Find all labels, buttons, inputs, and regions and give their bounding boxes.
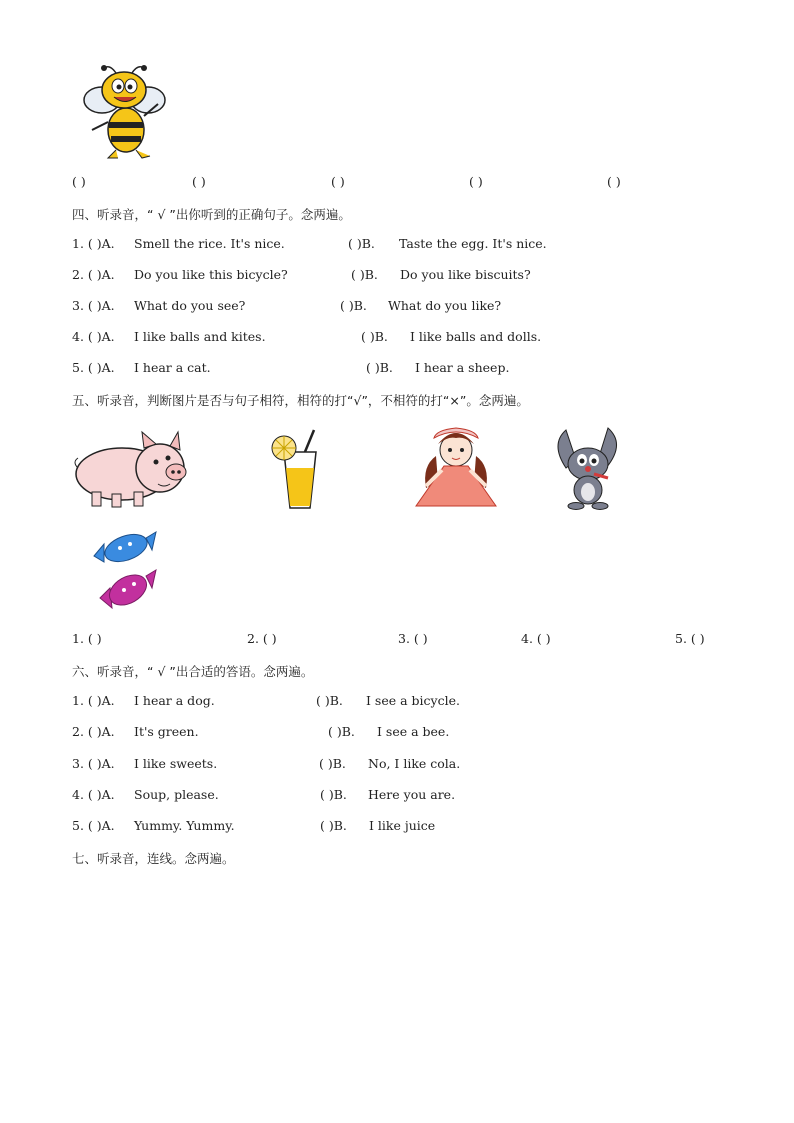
option-a: It's green. [134,724,199,739]
option-b-mark[interactable]: ( )B. [351,267,378,282]
juice-picture [270,428,322,510]
bee-picture [80,64,170,162]
option-b-mark[interactable]: ( )B. [328,724,355,739]
item-number[interactable]: 1. ( )A. [72,236,115,251]
top-answer-2[interactable]: ( ) [192,174,206,189]
section4-heading: 四、听录音，“ √ ”出你听到的正确句子。念两遍。 [72,207,351,222]
item-number[interactable]: 2. ( )A. [72,267,115,282]
sweets-picture [90,528,160,614]
option-b: What do you like? [388,298,502,313]
option-a: Yummy. Yummy. [134,818,235,833]
option-b-mark[interactable]: ( )B. [320,787,347,802]
option-b-mark[interactable]: ( )B. [348,236,375,251]
option-a: I hear a cat. [134,360,211,375]
item-number[interactable]: 1. ( )A. [72,693,115,708]
option-a: What do you see? [134,298,246,313]
section5-answer-1[interactable]: 1. ( ) [72,631,102,646]
option-b: I like balls and dolls. [410,329,542,344]
section5-heading: 五、听录音，判断图片是否与句子相符，相符的打“√”，不相符的打“×”。念两遍。 [72,393,529,408]
option-b: Here you are. [368,787,456,802]
option-a: Smell the rice. It's nice. [134,236,285,251]
pig-picture [72,428,192,510]
option-b-mark[interactable]: ( )B. [340,298,367,313]
option-b: Do you like biscuits? [400,267,531,282]
option-b: No, I like cola. [368,756,461,771]
option-a: I like sweets. [134,756,218,771]
item-number[interactable]: 5. ( )A. [72,818,115,833]
option-b: Taste the egg. It's nice. [399,236,547,251]
option-a: I hear a dog. [134,693,215,708]
option-b-mark[interactable]: ( )B. [361,329,388,344]
rabbit-picture [552,424,624,510]
top-answer-5[interactable]: ( ) [607,174,621,189]
option-b: I like juice [369,818,436,833]
section5-answer-5[interactable]: 5. ( ) [675,631,705,646]
option-b-mark[interactable]: ( )B. [320,818,347,833]
section5-answer-2[interactable]: 2. ( ) [247,631,277,646]
option-a: Do you like this bicycle? [134,267,288,282]
item-number[interactable]: 3. ( )A. [72,298,115,313]
option-a: Soup, please. [134,787,219,802]
option-a: I like balls and kites. [134,329,266,344]
doll-picture [412,426,500,510]
option-b-mark[interactable]: ( )B. [316,693,343,708]
option-b: I see a bicycle. [366,693,460,708]
item-number[interactable]: 5. ( )A. [72,360,115,375]
top-answer-3[interactable]: ( ) [331,174,345,189]
item-number[interactable]: 4. ( )A. [72,329,115,344]
item-number[interactable]: 3. ( )A. [72,756,115,771]
section6-heading: 六、听录音，“ √ ”出合适的答语。念两遍。 [72,664,314,679]
option-b-mark[interactable]: ( )B. [319,756,346,771]
option-b: I see a bee. [377,724,450,739]
item-number[interactable]: 2. ( )A. [72,724,115,739]
option-b-mark[interactable]: ( )B. [366,360,393,375]
section7-heading: 七、听录音，连线。念两遍。 [72,851,235,866]
option-b: I hear a sheep. [415,360,510,375]
item-number[interactable]: 4. ( )A. [72,787,115,802]
top-answer-4[interactable]: ( ) [469,174,483,189]
section5-answer-3[interactable]: 3. ( ) [398,631,428,646]
top-answer-1[interactable]: ( ) [72,174,86,189]
section5-answer-4[interactable]: 4. ( ) [521,631,551,646]
